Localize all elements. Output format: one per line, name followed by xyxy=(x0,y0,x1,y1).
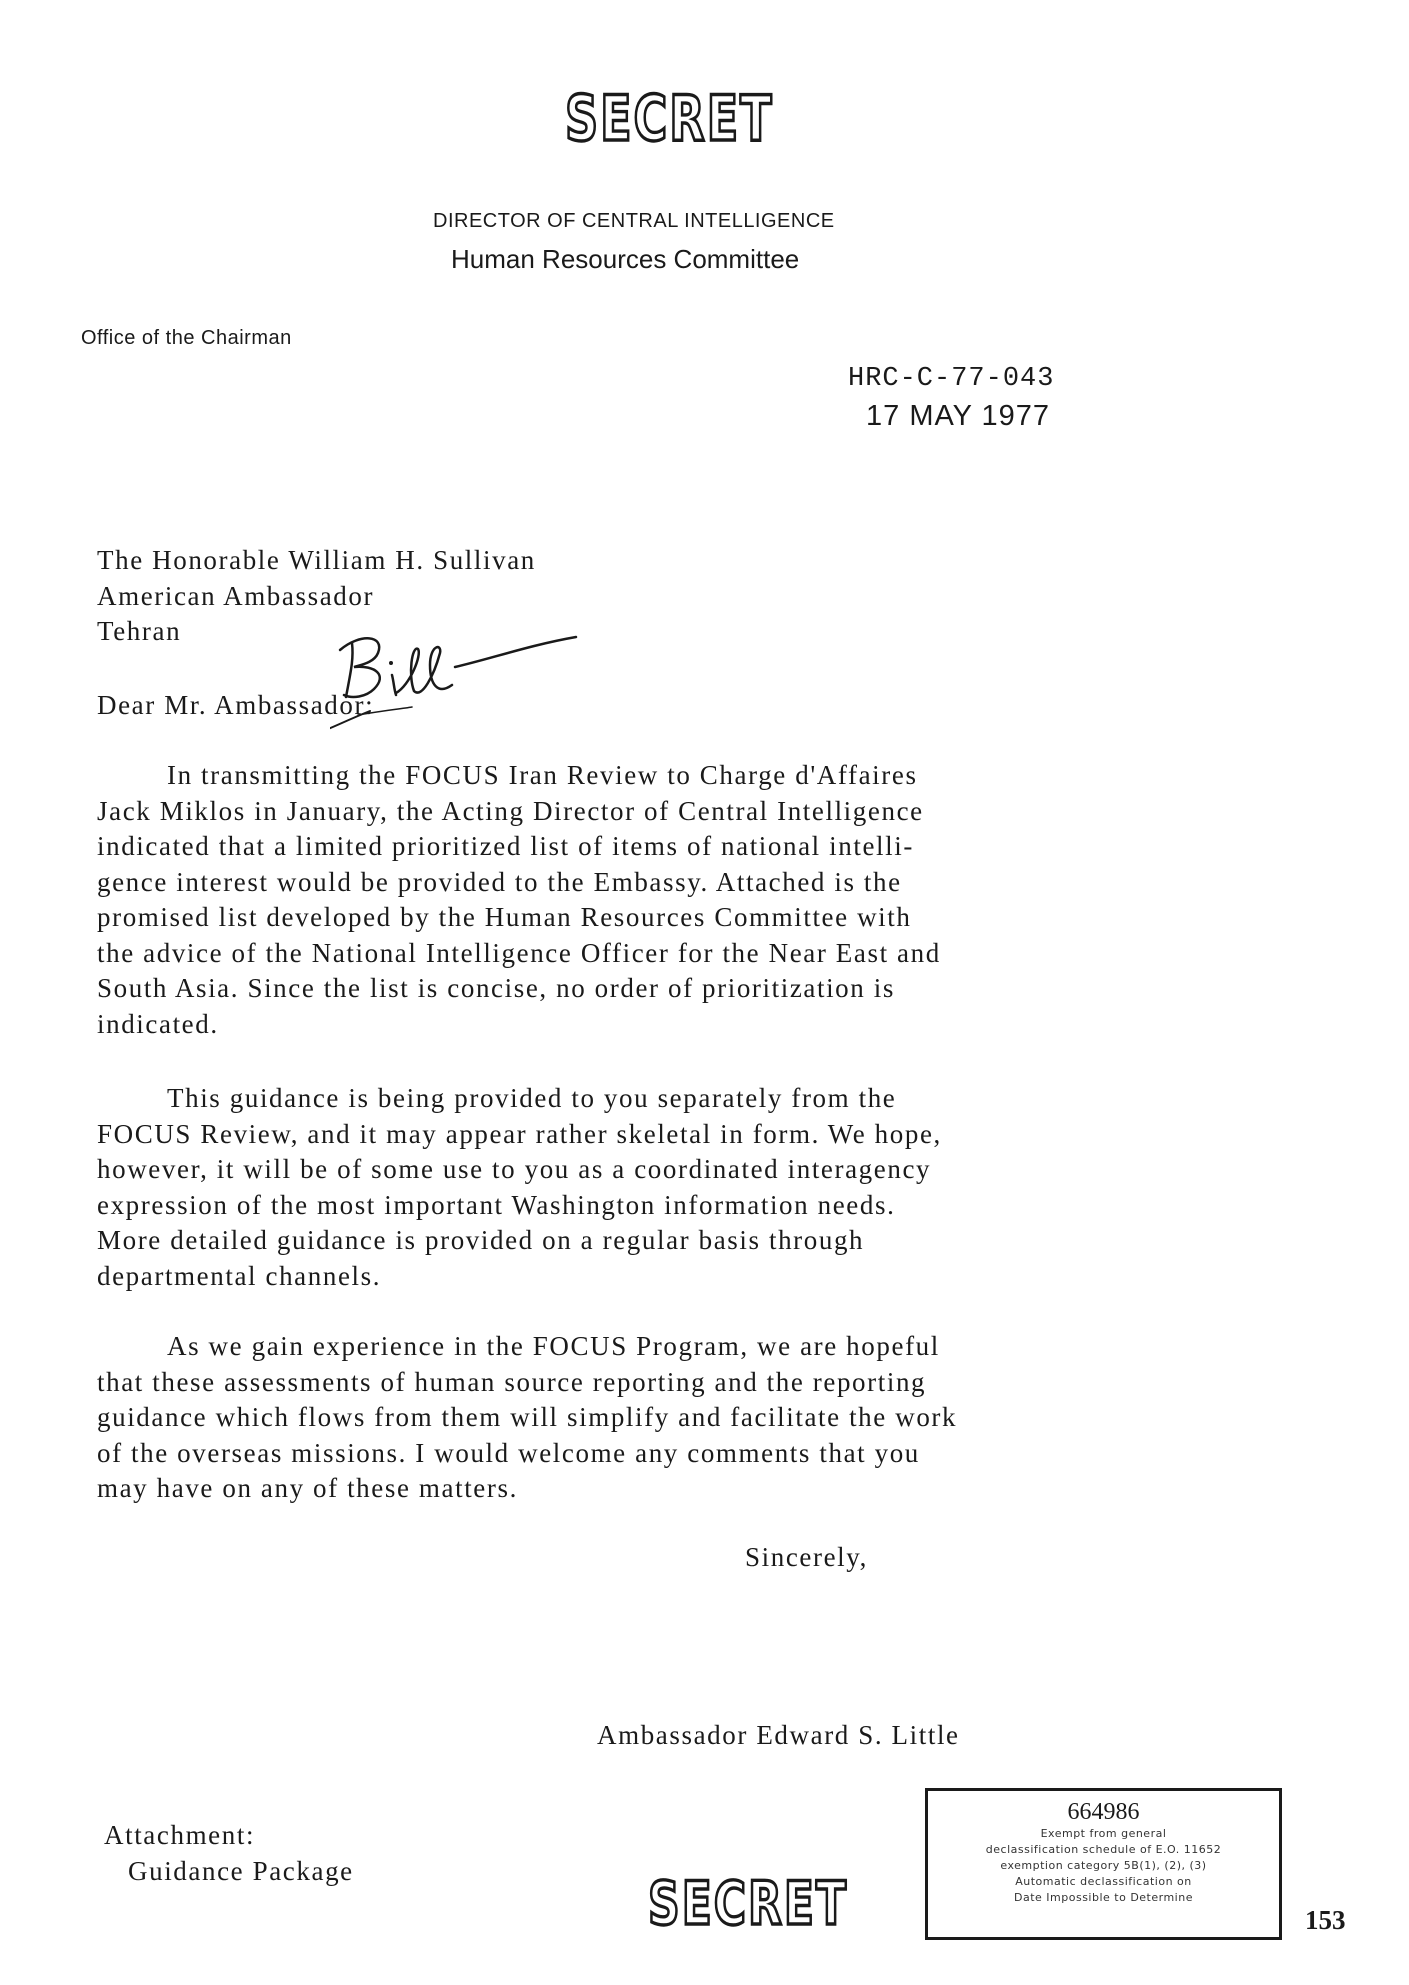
body-paragraph-3 xyxy=(97,1329,1207,1507)
paragraph-line: departmental channels. xyxy=(97,1260,382,1291)
paragraph-line: In transmitting the FOCUS Iran Review to Charge d'Affaires xyxy=(167,760,918,790)
classification-stamp-top: SECRET xyxy=(565,82,774,155)
control-number: 664986 xyxy=(1067,1799,1140,1825)
signer-name: Ambassador Edward S. Little xyxy=(597,1720,960,1750)
paragraph-line: indicated that a limited prioritized list of items of national intelli- xyxy=(97,831,914,861)
paragraph-line: Jack Miklos in January, the Acting Director of Central Intelligence xyxy=(97,795,924,826)
committee-heading: Human Resources Committee xyxy=(451,244,800,274)
paragraph-line: guidance which flows from them will simplify and facilitate the work xyxy=(97,1402,958,1432)
paragraph-line: however, it will be of some use to you as a coordinated interagency xyxy=(97,1154,932,1184)
body-paragraph-1 xyxy=(97,758,1207,1042)
declass-line: Date Impossible to Determine xyxy=(1014,1891,1193,1904)
agency-heading: DIRECTOR OF CENTRAL INTELLIGENCE xyxy=(433,210,835,232)
attachment-note xyxy=(104,1818,354,1889)
closing: Sincerely, xyxy=(745,1542,868,1572)
paragraph-line: indicated. xyxy=(97,1008,219,1039)
paragraph-line: FOCUS Review, and it may appear rather skeletal in form. We hope, xyxy=(97,1118,942,1149)
attachment-label: Attachment: xyxy=(104,1820,256,1850)
paragraph-line: may have on any of these matters. xyxy=(97,1473,518,1503)
declass-line: declassification schedule of E.O. 11652 xyxy=(985,1843,1222,1856)
body-paragraph-2 xyxy=(97,1081,1207,1294)
paragraph-line: This guidance is being provided to you separately from the xyxy=(167,1083,897,1113)
paragraph-line: of the overseas missions. I would welcome any comments that you xyxy=(97,1437,920,1468)
paragraph-line: South Asia. Since the list is concise, no order of prioritization is xyxy=(97,973,895,1003)
office-label: Office of the Chairman xyxy=(81,327,292,349)
declassification-box xyxy=(925,1788,1282,1940)
address-line: American Ambassador xyxy=(97,580,375,611)
paragraph-line: promised list developed by the Human Resources Committee with xyxy=(97,902,912,932)
control-number-row xyxy=(928,1799,1279,1826)
address-line: Tehran xyxy=(97,616,182,646)
paragraph-line: More detailed guidance is provided on a regular basis through xyxy=(97,1225,865,1255)
reference-number: HRC-C-77-043 xyxy=(848,364,1055,394)
paragraph-line: gence interest would be provided to the Embassy. Attached is the xyxy=(97,866,902,897)
paragraph-line: the advice of the National Intelligence Officer for the Near East and xyxy=(97,937,941,968)
letter-date: 17 MAY 1977 xyxy=(866,400,1051,432)
declass-line: Automatic declassification on xyxy=(1015,1875,1192,1888)
paragraph-line: that these assessments of human source reporting and the reporting xyxy=(97,1366,927,1397)
declass-line: exemption category 5B(1), (2), (3) xyxy=(1000,1859,1207,1872)
classification-stamp-bottom: SECRET xyxy=(648,1870,848,1939)
attachment-item: Guidance Package xyxy=(128,1855,354,1886)
paragraph-line: expression of the most important Washington information needs. xyxy=(97,1189,896,1220)
paragraph-line: As we gain experience in the FOCUS Program, we are hopeful xyxy=(167,1331,940,1361)
page-number: 153 xyxy=(1305,1905,1346,1935)
declass-line: Exempt from general xyxy=(1040,1827,1167,1840)
address-line: The Honorable William H. Sullivan xyxy=(97,545,536,575)
salutation: Dear Mr. Ambassador: xyxy=(97,690,375,720)
